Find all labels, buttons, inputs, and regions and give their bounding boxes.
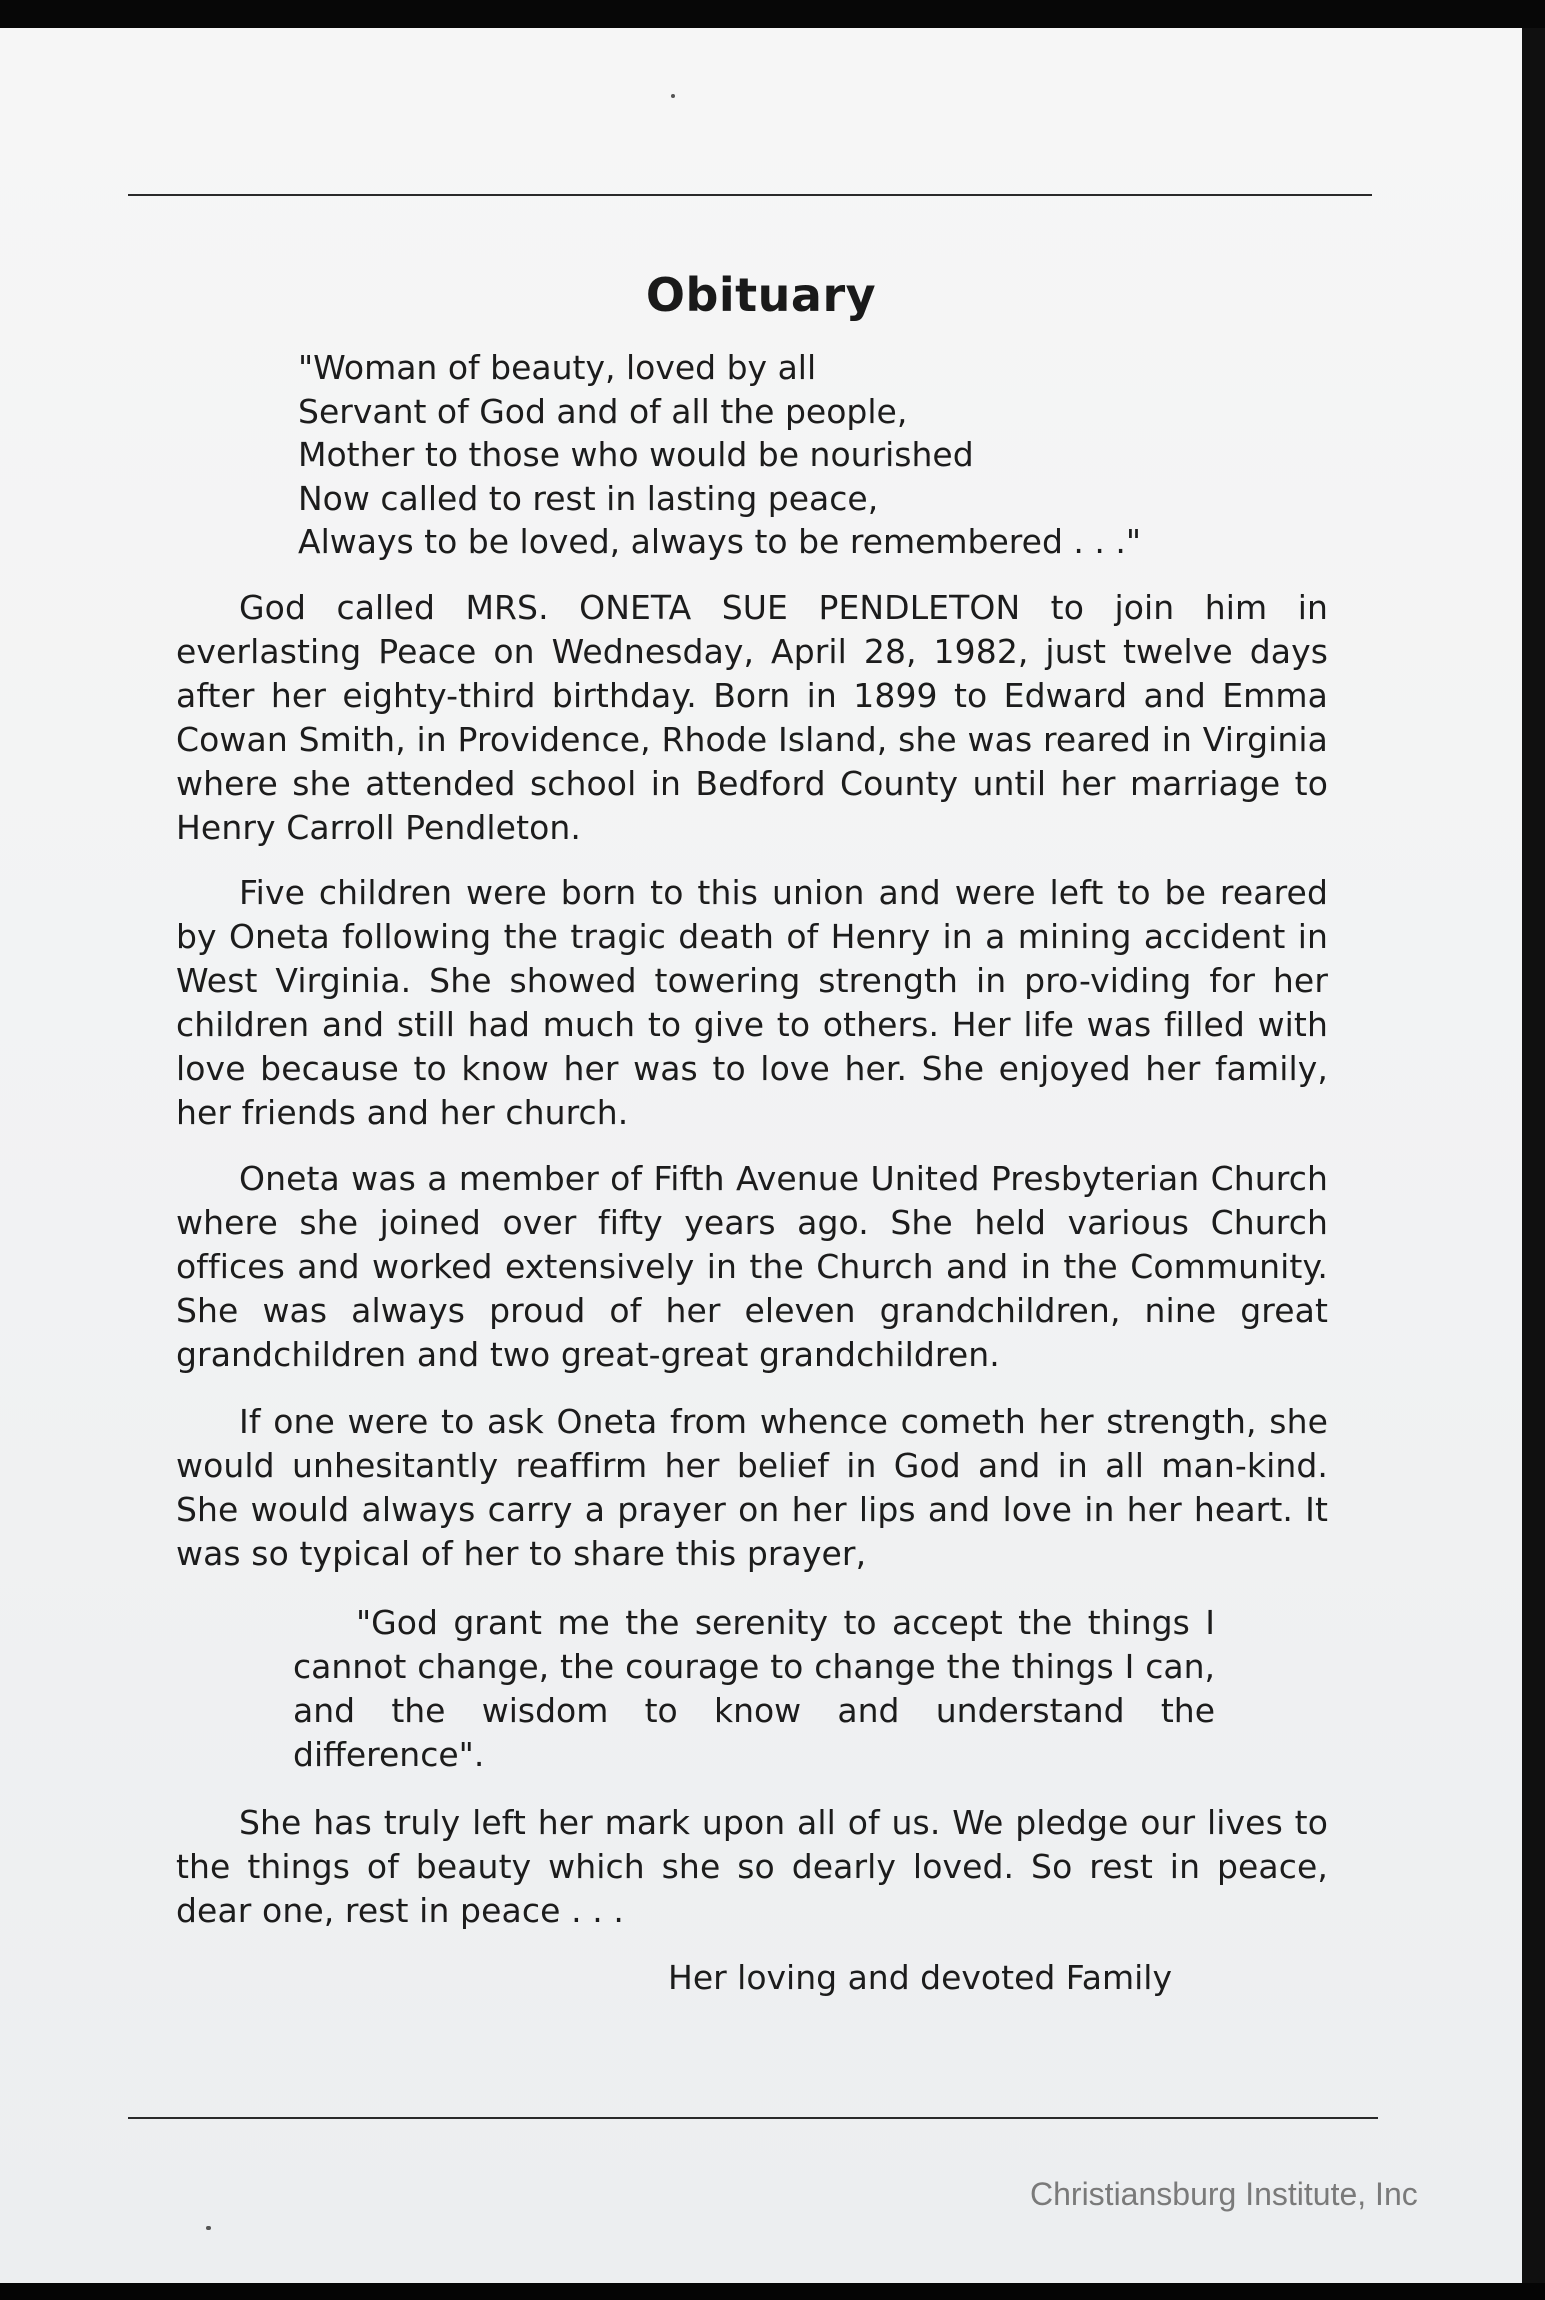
watermark-text: Christiansburg Institute, Inc bbox=[1030, 2176, 1418, 2212]
paragraph-family: Five children were born to this union and were left to be reared by Oneta following the tragic death of Henry in a mining accident in West Virginia. She showed towering strength in pro-viding for her children and still had much to give to others. Her life was filled with love because to know her was to love her. She enjoyed her family, her friends and her church. bbox=[176, 873, 1328, 1132]
top-divider bbox=[128, 194, 1372, 196]
paragraph-church: Oneta was a member of Fifth Avenue United Presbyterian Church where she joined over fifty years ago. She held various Church offices and worked extensively in the Church and in the Community. She was always proud of her eleven grandchildren, nine great grandchildren and two great-great grandchildren. bbox=[176, 1159, 1328, 1374]
poem-line: Now called to rest in lasting peace, bbox=[298, 478, 879, 518]
paper-speck bbox=[671, 94, 675, 98]
poem-line: "Woman of beauty, loved by all bbox=[298, 348, 817, 387]
poem-line: Always to be loved, always to be remembered . . ." bbox=[298, 522, 1142, 561]
paragraph-faith: If one were to ask Oneta from whence cometh her strength, she would unhesitantly reaffirm her belief in God and in all man-kind. She would always carry a prayer on her lips and love in her heart. It was so typical of her to share this prayer, bbox=[176, 1402, 1328, 1573]
serenity-prayer: "God grant me the serenity to accept the things I cannot change, the courage to change the things I can, and the wisdom to know and understand the difference". bbox=[293, 1603, 1215, 1774]
scan-bottom-border bbox=[0, 2283, 1545, 2300]
page-title: Obituary bbox=[645, 268, 877, 322]
paragraph-biography: God called MRS. ONETA SUE PENDLETON to join him in everlasting Peace on Wednesday, April 28, 1982, just twelve days after her eighty-third birthday. Born in 1899 to Edward and Emma Cowan Smith, in Providence, Rhode Island, she was reared in Virginia where she attended school in Bedford County until her marriage to Henry Carroll Pendleton. bbox=[176, 588, 1328, 847]
paper-speck bbox=[206, 2226, 211, 2230]
poem-line: Servant of God and of all the people, bbox=[298, 391, 908, 431]
poem-line: Mother to those who would be nourished bbox=[298, 435, 974, 474]
opening-poem bbox=[298, 346, 1278, 564]
scan-top-border bbox=[0, 0, 1545, 30]
paragraph-closing: She has truly left her mark upon all of us. We pledge our lives to the things of beauty which she so dearly loved. So rest in peace, dear one, rest in peace . . . bbox=[176, 1803, 1328, 1930]
scan-right-border bbox=[1522, 28, 1545, 2284]
family-signature: Her loving and devoted Family bbox=[668, 1958, 1172, 1997]
bottom-divider bbox=[128, 2117, 1378, 2119]
